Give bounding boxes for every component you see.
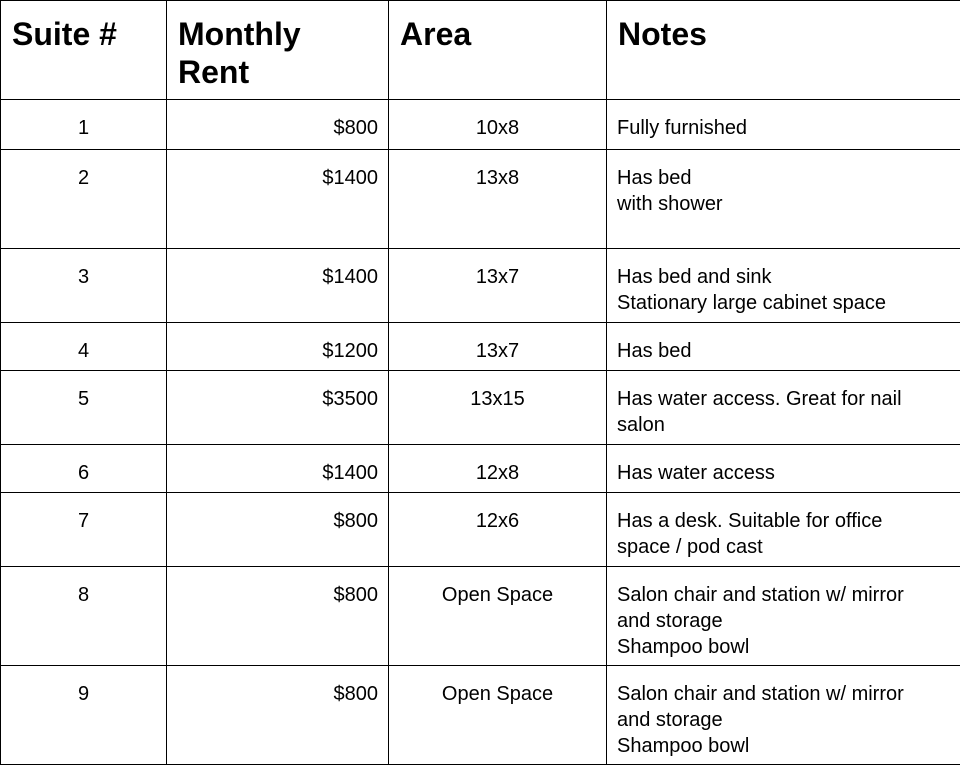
table-row: [1, 493, 960, 567]
suite-number-cell: 2: [1, 150, 167, 249]
area-cell: 13x15: [389, 371, 607, 445]
notes-line: Shampoo bowl: [617, 636, 750, 658]
suite-number-cell: 8: [1, 567, 167, 666]
suite-number-cell: 4: [1, 323, 167, 371]
monthly-rent-cell: $1200: [167, 323, 389, 371]
area-cell: 13x7: [389, 249, 607, 323]
notes-line: Has a desk. Suitable for office: [617, 510, 883, 532]
notes-cell: [607, 150, 960, 249]
notes-cell: [607, 249, 960, 323]
suite-number-cell: 5: [1, 371, 167, 445]
suite-number-cell: 7: [1, 493, 167, 567]
monthly-rent-cell: $800: [167, 567, 389, 666]
area-cell: 10x8: [389, 100, 607, 150]
monthly-rent-cell: $1400: [167, 445, 389, 493]
area-cell: Open Space: [389, 666, 607, 765]
notes-line: Salon chair and station w/ mirror: [617, 683, 904, 705]
header-row: [1, 1, 960, 100]
table-row: [1, 567, 960, 666]
suite-number-cell: 9: [1, 666, 167, 765]
notes-cell: [607, 323, 960, 371]
area-cell: 13x7: [389, 323, 607, 371]
header-suite: Suite #: [1, 1, 167, 100]
notes-line: space / pod cast: [617, 536, 763, 558]
suite-number-cell: 6: [1, 445, 167, 493]
suite-number-cell: 1: [1, 100, 167, 150]
notes-line: and storage: [617, 610, 723, 632]
notes-cell: [607, 567, 960, 666]
notes-line: with shower: [617, 193, 723, 215]
area-cell: 12x8: [389, 445, 607, 493]
table-row: [1, 371, 960, 445]
monthly-rent-cell: $800: [167, 666, 389, 765]
notes-cell: [607, 371, 960, 445]
notes-line: and storage: [617, 709, 723, 731]
monthly-rent-cell: $1400: [167, 150, 389, 249]
notes-line: Salon chair and station w/ mirror: [617, 584, 904, 606]
header-rent-line-2: Rent: [178, 54, 250, 90]
area-cell: Open Space: [389, 567, 607, 666]
header-monthly-rent: [167, 1, 389, 100]
header-area: Area: [389, 1, 607, 100]
table-row: [1, 100, 960, 150]
notes-line: salon: [617, 414, 665, 436]
notes-cell: [607, 666, 960, 765]
notes-line: Has bed: [617, 167, 692, 189]
notes-line: Has bed: [617, 340, 692, 362]
table-row: [1, 323, 960, 371]
monthly-rent-cell: $1400: [167, 249, 389, 323]
notes-line: Fully furnished: [617, 117, 748, 139]
monthly-rent-cell: $800: [167, 493, 389, 567]
suite-number-cell: 3: [1, 249, 167, 323]
table-row: [1, 249, 960, 323]
notes-cell: [607, 100, 960, 150]
header-rent-line-1: Monthly: [178, 16, 301, 52]
area-cell: 12x6: [389, 493, 607, 567]
area-cell: 13x8: [389, 150, 607, 249]
table-row: [1, 445, 960, 493]
notes-line: Shampoo bowl: [617, 735, 750, 757]
header-notes: Notes: [607, 1, 960, 100]
notes-line: Has water access. Great for nail: [617, 388, 902, 410]
table-row: [1, 150, 960, 249]
table-row: [1, 666, 960, 765]
notes-cell: [607, 445, 960, 493]
monthly-rent-cell: $800: [167, 100, 389, 150]
notes-line: Stationary large cabinet space: [617, 292, 887, 314]
notes-line: Has water access: [617, 462, 775, 484]
notes-line: Has bed and sink: [617, 266, 772, 288]
monthly-rent-cell: $3500: [167, 371, 389, 445]
notes-cell: [607, 493, 960, 567]
